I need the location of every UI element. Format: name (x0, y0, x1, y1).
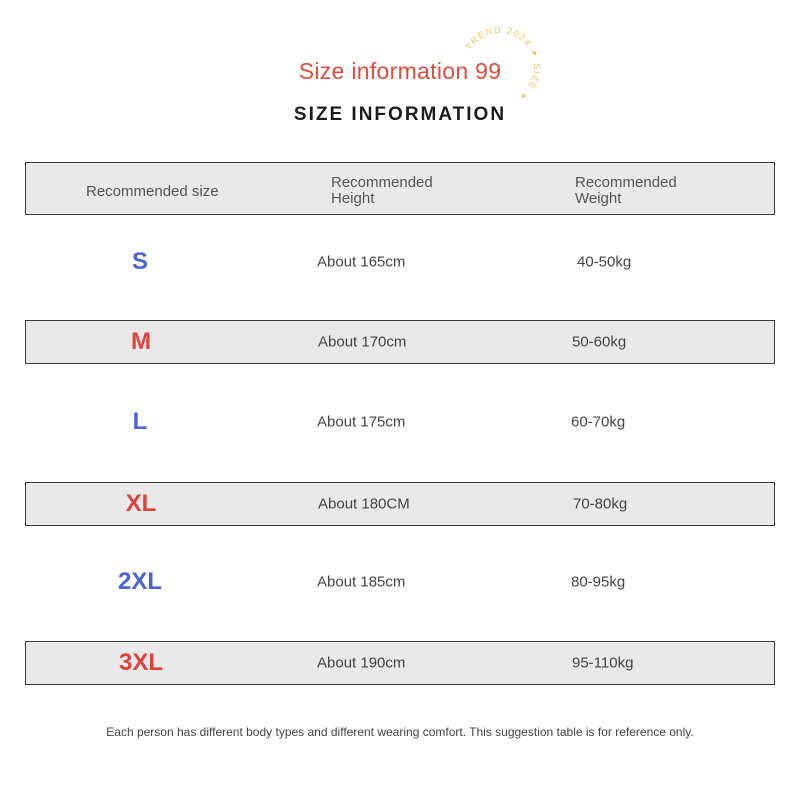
height-value: About 190cm (317, 654, 406, 672)
header-height-line2: Height (331, 190, 375, 207)
table-header (25, 162, 775, 215)
size-label: M (131, 328, 151, 355)
height-value: About 185cm (317, 573, 406, 591)
height-value: About 170cm (318, 333, 407, 351)
header-size: Recommended size (86, 183, 219, 200)
weight-value: 40-50kg (577, 253, 632, 271)
height-value: About 175cm (317, 413, 406, 431)
table-row (25, 241, 773, 283)
header-weight-line1: Recommended (575, 174, 677, 191)
weight-value: 70-80kg (573, 495, 628, 513)
size-label: 2XL (117, 568, 162, 595)
weight-value: 95-110kg (572, 654, 634, 672)
table-row (25, 401, 773, 443)
header-height (331, 175, 433, 207)
size-label: XL (125, 490, 157, 517)
table-row (25, 482, 775, 526)
table-row (25, 561, 773, 603)
disclaimer-note: Each person has different body types and different wearing comfort. This suggestion table is for reference only. (106, 725, 694, 739)
height-value: About 165cm (317, 253, 406, 271)
page-title-red: Size information 99 (298, 58, 502, 84)
weight-value: 50-60kg (572, 333, 627, 351)
page-title: SIZE INFORMATION (293, 104, 507, 125)
height-value: About 180CM (318, 495, 410, 513)
stamp-text: TREND 2024 ✦ SIZE ✦ (463, 24, 543, 103)
size-label: 3XL (118, 649, 163, 676)
table-row (25, 320, 775, 364)
header-weight-line2: Weight (575, 190, 622, 207)
header-weight (575, 175, 677, 207)
table-row (25, 641, 775, 685)
size-label: S (131, 248, 148, 275)
header-height-line1: Recommended (331, 174, 433, 191)
size-label: L (132, 408, 148, 435)
weight-value: 80-95kg (571, 573, 626, 591)
weight-value: 60-70kg (571, 413, 626, 431)
